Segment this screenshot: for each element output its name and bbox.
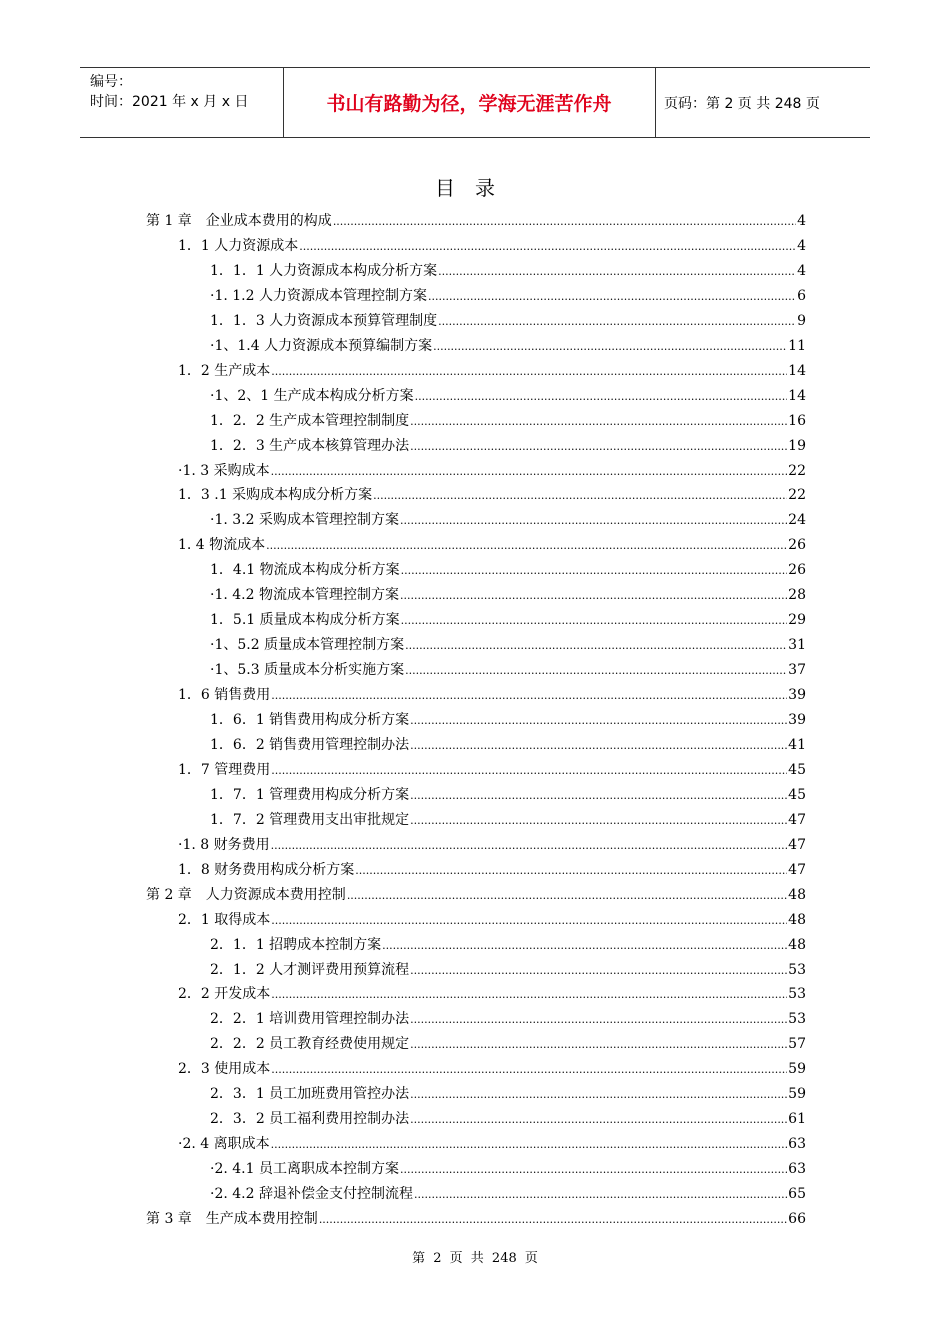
toc-entry-page: 4 <box>797 262 806 279</box>
toc-entry-label: 1．2．3 生产成本核算管理办法 <box>210 437 410 454</box>
toc-dot-leader <box>400 583 787 608</box>
toc-entry-label: 1．7．2 管理费用支出审批规定 <box>210 811 410 828</box>
toc-entry-label: 第 2 章 人力资源成本费用控制 <box>146 886 346 903</box>
toc-entry[interactable] <box>210 933 806 958</box>
toc-entry-page: 14 <box>788 362 806 379</box>
toc-entry-page: 53 <box>788 1011 806 1028</box>
toc-dot-leader <box>438 259 796 284</box>
toc-entry-page: 28 <box>788 587 806 604</box>
toc-entry[interactable] <box>178 833 806 858</box>
toc-entry[interactable] <box>210 409 806 434</box>
toc-entry-label: ·1、1.4 人力资源成本预算编制方案 <box>210 337 433 354</box>
toc-dot-leader <box>271 1132 788 1157</box>
toc-entry-page: 6 <box>797 287 806 304</box>
toc-entry[interactable] <box>210 658 806 683</box>
header-info <box>90 72 248 112</box>
toc-entry-label: 1．6 销售费用 <box>178 687 271 704</box>
toc-entry-label: 1．2 生产成本 <box>178 362 271 379</box>
page-header <box>80 67 870 138</box>
toc-dot-leader <box>410 808 787 833</box>
toc-entry-label: ·1. 4.2 物流成本管理控制方案 <box>210 587 399 604</box>
toc-entry[interactable] <box>210 558 806 583</box>
toc-entry-page: 45 <box>788 761 806 778</box>
toc-entry-label: 1．2．2 生产成本管理控制制度 <box>210 412 410 429</box>
toc-entry-label: 1．7 管理费用 <box>178 761 271 778</box>
toc-dot-leader <box>271 1057 787 1082</box>
toc-entry-label: 2．2．2 员工教育经费使用规定 <box>210 1036 410 1053</box>
toc-entry-page: 37 <box>788 662 806 679</box>
toc-dot-leader <box>410 409 787 434</box>
toc-title: 目录 <box>435 176 515 200</box>
toc-dot-leader <box>405 658 787 683</box>
toc-dot-leader <box>414 1182 787 1207</box>
toc-entry[interactable] <box>178 758 806 783</box>
toc-entry-page: 66 <box>788 1211 806 1227</box>
toc-entry[interactable] <box>210 384 806 409</box>
toc-entry[interactable] <box>178 459 806 484</box>
toc-entry-label: 2．3．2 员工福利费用控制办法 <box>210 1111 410 1128</box>
toc-entry-page: 61 <box>788 1111 806 1128</box>
toc-dot-leader <box>415 384 788 409</box>
toc-entry[interactable] <box>210 284 806 309</box>
toc-entry-label: 1．6．2 销售费用管理控制办法 <box>210 736 410 753</box>
toc-entry-page: 9 <box>797 312 806 329</box>
toc-entry-page: 45 <box>788 786 806 803</box>
document-time-label: 时间：2021 年 x 月 x 日 <box>90 94 249 110</box>
toc-entry[interactable] <box>178 908 806 933</box>
toc-entry-label: ·2. 4 离职成本 <box>178 1136 270 1153</box>
toc-dot-leader <box>319 1207 787 1232</box>
toc-entry[interactable] <box>210 1157 806 1182</box>
toc-dot-leader <box>271 758 787 783</box>
toc-entry-page: 16 <box>788 412 806 429</box>
toc-entry-page: 4 <box>797 237 806 254</box>
toc-entry-label: 第 3 章 生产成本费用控制 <box>146 1211 318 1227</box>
toc-entry[interactable] <box>146 883 806 908</box>
toc-entry[interactable] <box>210 783 806 808</box>
toc-entry[interactable] <box>178 1132 806 1157</box>
toc-entry-page: 29 <box>788 612 806 629</box>
toc-entry[interactable] <box>210 508 806 533</box>
toc-dot-leader <box>333 209 796 234</box>
toc-entry-label: ·2. 4.2 辞退补偿金支付控制流程 <box>210 1186 413 1203</box>
toc-entry-label: 1. 4 物流成本 <box>178 537 266 554</box>
toc-entry[interactable] <box>210 633 806 658</box>
toc-entry-page: 48 <box>788 936 806 953</box>
toc-entry-page: 65 <box>788 1186 806 1203</box>
toc-entry[interactable] <box>210 1032 806 1057</box>
toc-entry-page: 47 <box>788 836 806 853</box>
toc-entry-page: 47 <box>788 861 806 878</box>
toc-entry-page: 11 <box>788 337 806 354</box>
toc-dot-leader <box>410 733 787 758</box>
toc-entry-label: 1．8 财务费用构成分析方案 <box>178 861 355 878</box>
toc-entry-label: 2．3 使用成本 <box>178 1061 271 1078</box>
toc-entry[interactable] <box>178 533 806 558</box>
toc-entry[interactable] <box>210 1107 806 1132</box>
toc-entry[interactable] <box>178 483 806 508</box>
toc-entry[interactable] <box>210 608 806 633</box>
page-footer: 第 2 页 共 248 页 <box>412 1251 538 1266</box>
toc-dot-leader <box>299 234 796 259</box>
toc-entry[interactable] <box>178 234 806 259</box>
toc-dot-leader <box>271 833 788 858</box>
toc-entry-label: 1．1 人力资源成本 <box>178 237 299 254</box>
toc-entry-label: 2．1 取得成本 <box>178 911 271 928</box>
toc-entry-page: 19 <box>788 437 806 454</box>
toc-dot-leader <box>410 1082 787 1107</box>
toc-entry-label: ·1、2、1 生产成本构成分析方案 <box>210 387 414 404</box>
toc-dot-leader <box>410 1007 787 1032</box>
toc-dot-leader <box>410 1107 787 1132</box>
toc-entry-label: ·1. 1.2 人力资源成本管理控制方案 <box>210 287 427 304</box>
toc-entry-label: 2．1．2 人才测评费用预算流程 <box>210 961 410 978</box>
toc-entry-page: 24 <box>788 512 806 529</box>
toc-entry-page: 4 <box>797 213 806 229</box>
toc-dot-leader <box>347 883 787 908</box>
toc-entry-page: 22 <box>788 462 806 479</box>
toc-dot-leader <box>400 508 787 533</box>
toc-dot-leader <box>410 1032 787 1057</box>
toc-entry[interactable] <box>178 359 806 384</box>
toc-entry-label: 2．3．1 员工加班费用管控办法 <box>210 1086 410 1103</box>
toc-entry-label: 2．2．1 培训费用管理控制办法 <box>210 1011 410 1028</box>
toc-entry[interactable] <box>210 434 806 459</box>
toc-dot-leader <box>410 958 787 983</box>
toc-dot-leader <box>271 459 788 484</box>
toc-dot-leader <box>382 933 787 958</box>
header-page-label: 页码：第 2 页 共 248 页 <box>664 95 820 112</box>
toc-dot-leader <box>401 558 788 583</box>
toc-entry[interactable] <box>210 808 806 833</box>
toc-entry-page: 53 <box>788 961 806 978</box>
toc-entry-label: 1．5.1 质量成本构成分析方案 <box>210 612 400 629</box>
toc-dot-leader <box>271 683 787 708</box>
toc-entry-label: 1．7．1 管理费用构成分析方案 <box>210 786 410 803</box>
toc-entry[interactable] <box>210 583 806 608</box>
toc-entry-label: 1．6．1 销售费用构成分析方案 <box>210 712 410 728</box>
toc-entry-label: 1．3 .1 采购成本构成分析方案 <box>178 487 373 504</box>
toc-entry[interactable] <box>210 1007 806 1032</box>
toc-dot-leader <box>400 1157 787 1182</box>
toc-entry[interactable] <box>210 259 806 284</box>
toc-entry[interactable] <box>210 958 806 983</box>
toc-entry-label: ·1. 8 财务费用 <box>178 836 270 853</box>
toc-entry-page: 59 <box>788 1086 806 1103</box>
toc-entry-label: 2．2 开发成本 <box>178 986 271 1003</box>
toc-entry-label: 1．1．3 人力资源成本预算管理制度 <box>210 312 438 329</box>
toc-entry-label: 2．1．1 招聘成本控制方案 <box>210 936 382 953</box>
toc-entry-page: 59 <box>788 1061 806 1078</box>
toc-dot-leader <box>271 982 787 1007</box>
toc-dot-leader <box>266 533 787 558</box>
toc-entry[interactable] <box>178 982 806 1007</box>
toc-entry[interactable] <box>178 1057 806 1082</box>
toc-dot-leader <box>401 608 788 633</box>
toc-entry-page: 39 <box>788 687 806 704</box>
toc-entry-label: ·1、5.2 质量成本管理控制方案 <box>210 637 405 654</box>
toc-entry-page: 47 <box>788 811 806 828</box>
toc-entry-page: 41 <box>788 736 806 753</box>
toc-entry-label: ·2. 4.1 员工离职成本控制方案 <box>210 1161 399 1178</box>
toc-entry-page: 14 <box>788 387 806 404</box>
toc-entry[interactable] <box>210 309 806 334</box>
toc-entry-page: 26 <box>788 537 806 554</box>
toc-dot-leader <box>271 359 787 384</box>
toc-dot-leader <box>410 708 787 733</box>
toc-entry[interactable] <box>146 209 806 234</box>
toc-dot-leader <box>410 434 787 459</box>
toc-entry-page: 48 <box>788 886 806 903</box>
toc-entry-label: 1．1．1 人力资源成本构成分析方案 <box>210 262 438 279</box>
toc-entry[interactable] <box>210 708 806 733</box>
toc-entry-label: ·1、5.3 质量成本分析实施方案 <box>210 662 405 679</box>
toc-dot-leader <box>438 309 796 334</box>
toc-entry-label: 第 1 章 企业成本费用的构成 <box>146 213 332 229</box>
toc-entry[interactable] <box>146 1207 806 1232</box>
toc-entry[interactable] <box>210 1082 806 1107</box>
toc-entry-page: 48 <box>788 911 806 928</box>
toc-dot-leader <box>355 858 787 883</box>
toc-dot-leader <box>410 783 787 808</box>
toc-entry-label: 1．4.1 物流成本构成分析方案 <box>210 562 400 579</box>
toc-dot-leader <box>405 633 787 658</box>
document-number-label: 编号： <box>90 74 132 90</box>
toc-entry-page: 63 <box>788 1161 806 1178</box>
toc-dot-leader <box>271 908 787 933</box>
toc-dot-leader <box>428 284 796 309</box>
toc-entry[interactable] <box>210 733 806 758</box>
header-divider <box>655 68 656 137</box>
toc-dot-leader <box>373 483 787 508</box>
toc-dot-leader <box>433 334 787 359</box>
toc-entry[interactable] <box>210 1182 806 1207</box>
toc-entry[interactable] <box>210 334 806 359</box>
toc-entry-page: 39 <box>788 712 806 728</box>
toc-entry-page: 26 <box>788 562 806 579</box>
toc-entry[interactable] <box>178 683 806 708</box>
header-motto: 书山有路勤为径，学海无涯苦作舟 <box>326 93 612 115</box>
toc-entry-page: 31 <box>788 637 806 654</box>
toc-entry-page: 63 <box>788 1136 806 1153</box>
toc-entry-page: 53 <box>788 986 806 1003</box>
toc-entry-page: 57 <box>788 1036 806 1053</box>
toc-entry-label: ·1. 3.2 采购成本管理控制方案 <box>210 512 399 529</box>
toc-entry-label: ·1. 3 采购成本 <box>178 462 270 479</box>
toc-entry[interactable] <box>178 858 806 883</box>
toc-entry-page: 22 <box>788 487 806 504</box>
